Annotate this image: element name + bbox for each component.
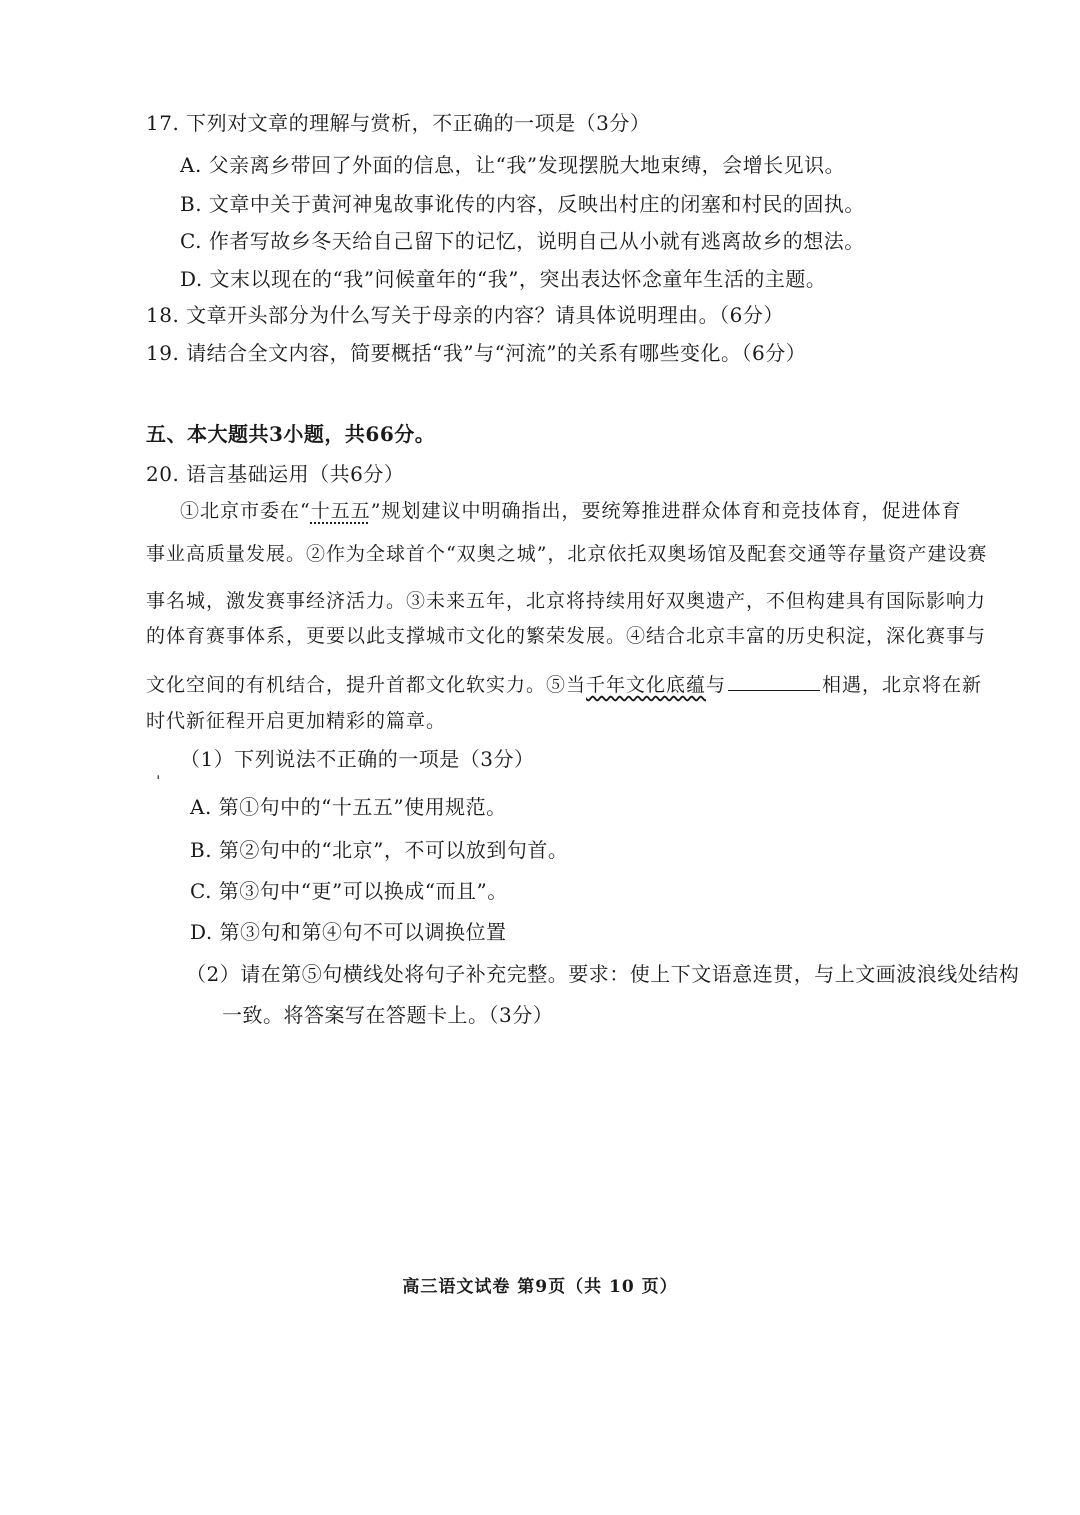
q17-option-d: D. 文末以现在的“我”问候童年的“我”，突出表达怀念童年生活的主题。 bbox=[180, 267, 827, 291]
q18-text: 18. 文章开头部分为什么写关于母亲的内容？请具体说明理由。（6分） bbox=[146, 303, 784, 327]
section-heading: 五、本大题共3小题，共66分。 bbox=[146, 422, 436, 446]
sub2-line-2: 一致。将答案写在答题卡上。（3分） bbox=[222, 1003, 554, 1027]
passage-line-3: 事名城，激发赛事经济活力。③未来五年，北京将持续用好双奥遗产，不但构建具有国际影响力 bbox=[146, 590, 987, 612]
dotted-term: 十五五 bbox=[310, 500, 371, 522]
sub1-option-b: B. 第②句中的“北京”，不可以放到句首。 bbox=[190, 838, 569, 862]
sub1-option-c: C. 第③句中“更”可以换成“而且”。 bbox=[190, 879, 508, 903]
page-footer: 高三语文试卷 第9页（共 10 页） bbox=[402, 1277, 678, 1297]
q19-text: 19. 请结合全文内容，简要概括“我”与“河流”的关系有哪些变化。（6分） bbox=[146, 341, 807, 365]
sub1-option-d: D. 第③句和第④句不可以调换位置 bbox=[190, 920, 507, 944]
passage-line-2: 事业高质量发展。②作为全球首个“双奥之城”，北京依托双奥场馆及配套交通等存量资产建设赛 bbox=[146, 543, 988, 565]
sub1-stem: （1）下列说法不正确的一项是（3分） bbox=[180, 747, 535, 771]
passage-line-1 bbox=[180, 498, 961, 524]
sub1-option-a: A. 第①句中的“十五五”使用规范。 bbox=[190, 795, 507, 819]
passage-line-6: 时代新征程开启更加精彩的篇章。 bbox=[146, 710, 447, 732]
passage-line-5 bbox=[146, 672, 982, 698]
q20-stem: 20. 语言基础运用（共6分） bbox=[146, 462, 405, 486]
passage-text: 文化空间的有机结合，提升首都文化软实力。⑤当 bbox=[146, 674, 587, 696]
q17-option-b: B. 文章中关于黄河神鬼故事讹传的内容，反映出村庄的闭塞和村民的固执。 bbox=[180, 192, 865, 216]
stray-mark: ˌ bbox=[156, 762, 161, 781]
passage-text: 与 bbox=[706, 674, 727, 696]
q17-option-a: A. 父亲离乡带回了外面的信息，让“我”发现摆脱大地束缚，会增长见识。 bbox=[180, 153, 846, 177]
answer-blank bbox=[728, 689, 820, 691]
passage-text: ①北京市委在“ bbox=[180, 500, 311, 522]
passage-line-4: 的体育赛事体系，更要以此支撑城市文化的繁荣发展。④结合北京丰富的历史积淀，深化赛事与 bbox=[146, 625, 987, 647]
q17-stem: 17. 下列对文章的理解与赏析，不正确的一项是（3分） bbox=[146, 111, 651, 135]
passage-text: 相遇，北京将在新 bbox=[822, 674, 983, 696]
wavy-underlined-phrase: 千年文化底蕴 bbox=[586, 674, 707, 696]
q17-option-c: C. 作者写故乡冬天给自己留下的记忆，说明自己从小就有逃离故乡的想法。 bbox=[180, 229, 865, 253]
sub2-line-1: （2）请在第⑤句横线处将句子补充完整。要求：使上下文语意连贯，与上文画波浪线处结构 bbox=[186, 962, 1020, 986]
passage-text: ”规划建议中明确指出，要统筹推进群众体育和竞技体育，促进体育 bbox=[370, 500, 962, 522]
